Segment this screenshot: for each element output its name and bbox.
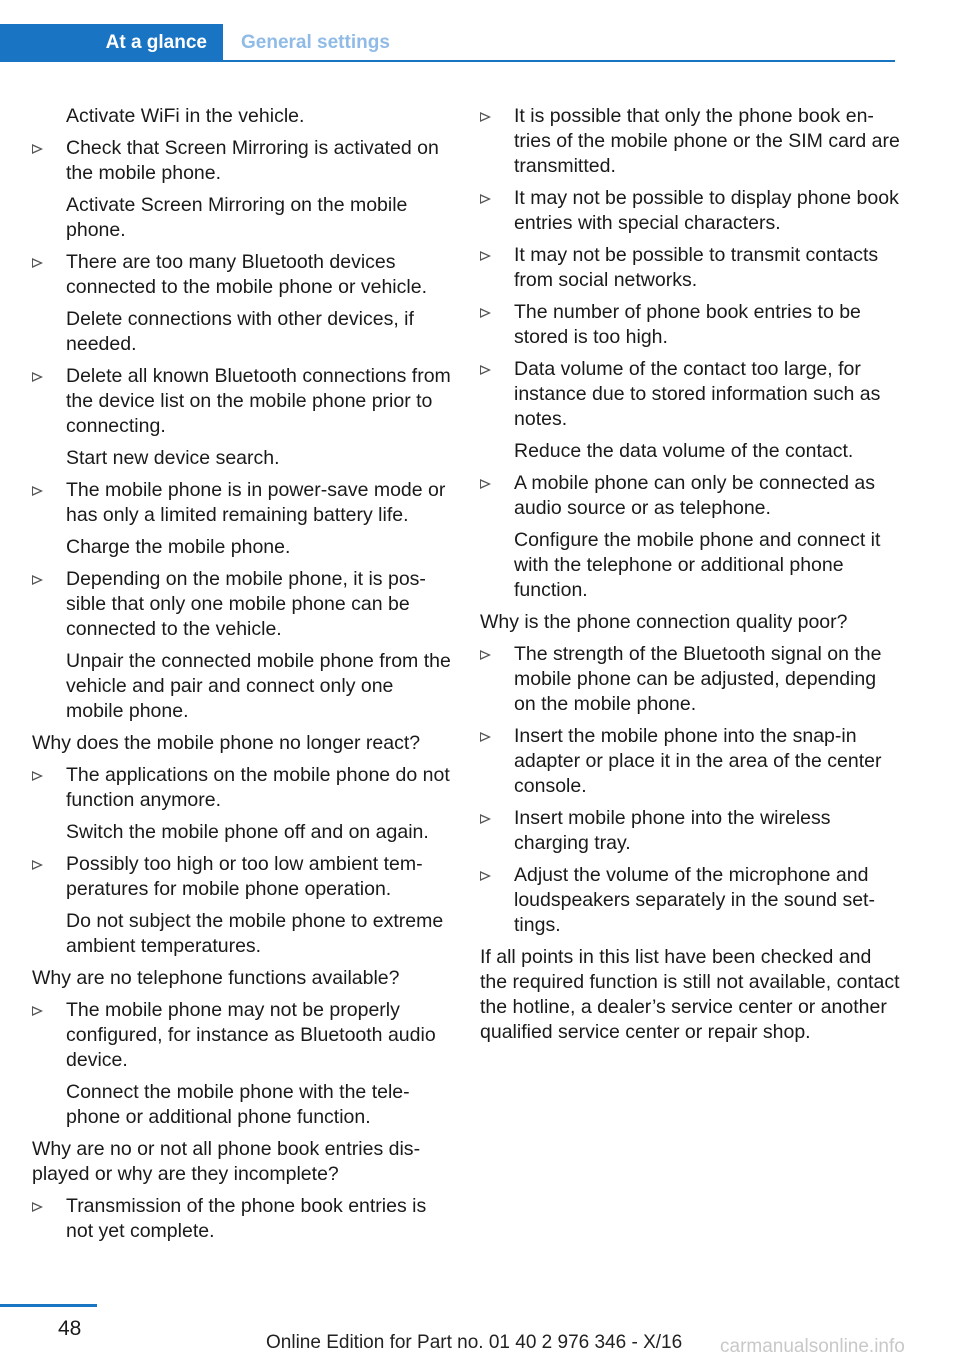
list-b: [480, 642, 900, 938]
list-item: [480, 471, 900, 603]
section-heading: Why are no or not all phone book entries displayed or why are they incomplete?: [32, 1138, 421, 1185]
list-b: [32, 763, 452, 959]
item-remedy: Reduce the data volume of the contact.: [514, 440, 854, 462]
triangle-bullet-icon: [480, 251, 491, 261]
item-remedy: Unpair the connected mobile phone from the vehicle and pair and connect only one mobile phone.: [66, 650, 451, 722]
section-heading: Why is the phone connection quality poor?: [480, 611, 848, 633]
triangle-bullet-icon: [32, 1202, 43, 1212]
item-text: The mobile phone is in power-save mode or has only a limited remaining battery life.: [66, 479, 446, 526]
list-item: [480, 186, 900, 236]
item-remedy: Delete connections with other devices, if needed.: [66, 308, 414, 355]
item-text: The mobile phone may not be properly configured, for instance as Bluetooth audio device.: [66, 999, 436, 1071]
triangle-bullet-icon: [480, 365, 491, 375]
list-item: [32, 136, 452, 243]
item-text: The number of phone book entries to be stored is too high.: [514, 301, 861, 348]
triangle-bullet-icon: [480, 732, 491, 742]
item-text: Adjust the volume of the microphone and loudspeakers separately in the sound settings.: [514, 864, 875, 936]
closing-paragraph: If all points in this list have been checked and the required function is still not available, contact the hotline, a dealer’s service center or another qualified service center or repair shop.: [480, 946, 900, 1043]
triangle-bullet-icon: [32, 860, 43, 870]
list-item: [480, 300, 900, 350]
item-text: Insert the mobile phone into the snap-in adapter or place it in the area of the center console.: [514, 725, 882, 797]
list-item: [32, 1194, 452, 1244]
section-heading: Why does the mobile phone no longer react?: [32, 732, 421, 754]
triangle-bullet-icon: [32, 144, 43, 154]
list-c: [32, 998, 452, 1130]
triangle-bullet-icon: [32, 1006, 43, 1016]
item-text: Delete all known Bluetooth connections from the device list on the mobile phone prior to connecting.: [66, 365, 451, 437]
item-text: Possibly too high or too low ambient temperatures for mobile phone operation.: [66, 853, 423, 900]
triangle-bullet-icon: [480, 194, 491, 204]
list-item: [480, 863, 900, 938]
list-item: [32, 998, 452, 1130]
list-a: [32, 136, 452, 724]
item-text: It is possible that only the phone book entries of the mobile phone or the SIM card are transmitted.: [514, 105, 900, 177]
list-item: [32, 478, 452, 560]
triangle-bullet-icon: [480, 112, 491, 122]
right-column: [480, 104, 900, 1045]
item-remedy: Charge the mobile phone.: [66, 536, 291, 558]
item-remedy: Connect the mobile phone with the telephone or additional phone function.: [66, 1081, 410, 1128]
item-text: A mobile phone can only be connected as audio source or as telephone.: [514, 472, 876, 519]
tab-at-a-glance[interactable]: At a glance: [0, 24, 223, 62]
item-text: Check that Screen Mirroring is activated on the mobile phone.: [66, 137, 439, 184]
item-text: There are too many Bluetooth devices connected to the mobile phone or vehicle.: [66, 251, 427, 298]
list-item: [480, 806, 900, 856]
list-item: [480, 357, 900, 464]
list-a: [480, 104, 900, 603]
triangle-bullet-icon: [32, 771, 43, 781]
item-text: Insert mobile phone into the wireless charging tray.: [514, 807, 831, 854]
list-d: [32, 1194, 452, 1244]
triangle-bullet-icon: [480, 814, 491, 824]
triangle-bullet-icon: [480, 308, 491, 318]
item-text: The applications on the mobile phone do not function anymore.: [66, 764, 450, 811]
page-number: 48: [58, 1317, 82, 1340]
triangle-bullet-icon: [32, 575, 43, 585]
list-item: [480, 104, 900, 179]
page-header: [0, 24, 895, 62]
list-item: [32, 852, 452, 959]
watermark: carmanualsonline.info: [720, 1336, 905, 1357]
left-column: [32, 104, 452, 1251]
section-heading: Why are no telephone functions available?: [32, 967, 400, 989]
item-remedy: Configure the mobile phone and connect it with the telephone or additional phone function.: [514, 529, 881, 601]
item-text: Transmission of the phone book entries is not yet complete.: [66, 1195, 427, 1242]
triangle-bullet-icon: [32, 486, 43, 496]
header-rule: [0, 60, 895, 62]
triangle-bullet-icon: [480, 479, 491, 489]
list-item: [32, 763, 452, 845]
edition-note: Online Edition for Part no. 01 40 2 976 346 - X/16: [266, 1332, 683, 1353]
item-text: It may not be possible to display phone book entries with special characters.: [514, 187, 899, 234]
continued-text: Activate WiFi in the vehicle.: [66, 105, 305, 127]
item-text: Depending on the mobile phone, it is possible that only one mobile phone can be connected to the vehicle.: [66, 568, 426, 640]
item-text: It may not be possible to transmit contacts from social networks.: [514, 244, 879, 291]
tab-general-settings[interactable]: General settings: [241, 32, 390, 53]
item-remedy: Switch the mobile phone off and on again.: [66, 821, 429, 843]
list-item: [32, 364, 452, 471]
item-remedy: Activate Screen Mirroring on the mobile phone.: [66, 194, 408, 241]
triangle-bullet-icon: [32, 258, 43, 268]
triangle-bullet-icon: [480, 650, 491, 660]
item-remedy: Do not subject the mobile phone to extreme ambient temperatures.: [66, 910, 444, 957]
triangle-bullet-icon: [480, 871, 491, 881]
list-item: [480, 642, 900, 717]
list-item: [32, 250, 452, 357]
list-item: [480, 243, 900, 293]
triangle-bullet-icon: [32, 372, 43, 382]
item-text: The strength of the Bluetooth signal on the mobile phone can be adjusted, depending on the mobile phone.: [514, 643, 882, 715]
item-text: Data volume of the contact too large, for instance due to stored information such as notes.: [514, 358, 881, 430]
item-remedy: Start new device search.: [66, 447, 280, 469]
footer-rule: [0, 1304, 97, 1307]
list-item: [32, 567, 452, 724]
list-item: [480, 724, 900, 799]
